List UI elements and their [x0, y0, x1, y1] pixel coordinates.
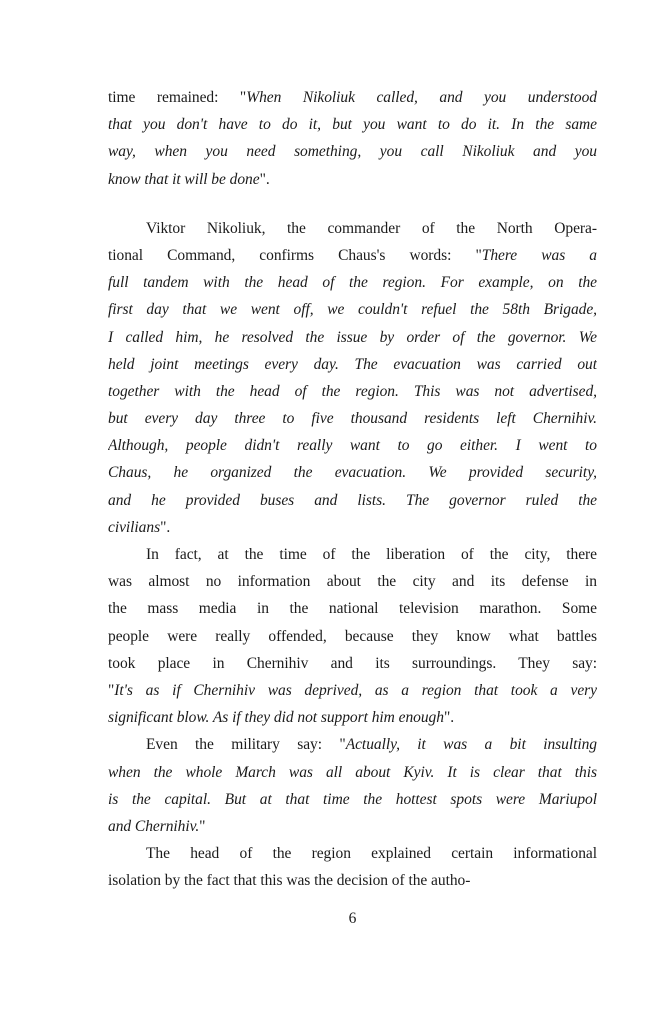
text-run: Viktor Nikoliuk, the commander of the North Opera-	[146, 219, 597, 237]
text-run: "	[199, 817, 206, 835]
text-line	[108, 677, 597, 704]
quote-text-run: It's as if Chernihiv was deprived, as a region that took a very	[114, 681, 597, 699]
paragraph	[108, 215, 597, 541]
text-line	[108, 595, 597, 622]
quote-text-run: Chaus, he organized the evacuation. We provided security,	[108, 464, 597, 482]
quote-text-run: way, when you need something, you call Nikoliuk and you	[108, 143, 597, 161]
text-line	[108, 813, 597, 840]
page-number: 6	[348, 910, 357, 927]
text-line	[108, 269, 597, 296]
text-line	[108, 867, 597, 894]
text-line	[108, 731, 597, 758]
text-run: ".	[443, 709, 455, 727]
text-block	[108, 84, 597, 894]
text-line	[108, 568, 597, 595]
text-line	[108, 459, 597, 486]
quote-text-run: Although, people didn't really want to go either. I went to	[108, 437, 597, 455]
text-run: time remained: "	[108, 89, 247, 106]
text-run: ".	[259, 170, 270, 188]
quote-text-run: held joint meetings every day. The evacuation was carried out	[108, 355, 597, 373]
quote-text-run: There was a	[481, 246, 597, 264]
text-run: tional Command, confirms Chaus's words: "	[108, 246, 482, 264]
quote-text-run: first day that we went off, we couldn't refuel the 58th Brigade,	[108, 301, 597, 319]
text-line	[108, 623, 597, 650]
text-line	[108, 111, 597, 138]
text-run: isolation by the fact that this was the decision of the autho-	[108, 872, 471, 890]
quote-text-run: when the whole March was all about Kyiv. It is clear that this	[108, 763, 597, 781]
text-line	[108, 84, 597, 111]
text-line	[108, 487, 597, 514]
text-run: Even the military say: "	[146, 736, 346, 754]
text-run: was almost no information about the city and its defense in	[108, 573, 597, 591]
quote-text-run: I called him, he resolved the issue by order of the governor. We	[108, 328, 597, 346]
paragraph	[108, 84, 597, 193]
text-run: In fact, at the time of the liberation of the city, there	[146, 546, 597, 563]
text-run: "	[108, 681, 115, 699]
quote-text-run: and he provided buses and lists. The governor ruled the	[108, 491, 597, 509]
text-line	[108, 840, 597, 867]
text-line	[108, 759, 597, 786]
quote-text-run: significant blow. As if they did not support him enough	[108, 709, 444, 727]
quote-text-run: know that it will be done	[108, 170, 260, 188]
text-line	[108, 378, 597, 405]
text-run: took place in Chernihiv and its surroundings. They say:	[108, 654, 597, 672]
text-line	[108, 242, 597, 269]
text-line	[108, 166, 597, 193]
text-line	[108, 541, 597, 568]
paragraph	[108, 731, 597, 840]
quote-text-run: civilians	[108, 518, 161, 536]
text-run: The head of the region explained certain informational	[146, 845, 597, 863]
text-line	[108, 215, 597, 242]
quote-text-run: and Chernihiv.	[108, 817, 200, 835]
text-line	[108, 432, 597, 459]
text-run: people were really offended, because they know what battles	[108, 627, 597, 645]
text-line	[108, 650, 597, 677]
quote-text-run: but every day three to five thousand residents left Chernihiv.	[108, 410, 597, 428]
paragraph	[108, 541, 597, 731]
quote-text-run: When Nikoliuk called, and you understood	[246, 89, 597, 106]
text-run: the mass media in the national television marathon. Some	[108, 600, 597, 618]
text-line	[108, 138, 597, 165]
text-line	[108, 786, 597, 813]
quote-text-run: Actually, it was a bit insulting	[345, 736, 597, 754]
quote-text-run: full tandem with the head of the region. For example, on the	[108, 274, 597, 292]
text-line	[108, 514, 597, 541]
text-line	[108, 405, 597, 432]
text-line	[108, 704, 597, 731]
quote-text-run: is the capital. But at that time the hottest spots were Mariupol	[108, 790, 597, 808]
text-run: ".	[160, 518, 171, 536]
quote-text-run: that you don't have to do it, but you want to do it. In the same	[108, 116, 597, 134]
text-line	[108, 351, 597, 378]
quote-text-run: together with the head of the region. This was not advertised,	[108, 382, 597, 400]
text-line	[108, 324, 597, 351]
paragraph	[108, 840, 597, 894]
text-line	[108, 296, 597, 323]
